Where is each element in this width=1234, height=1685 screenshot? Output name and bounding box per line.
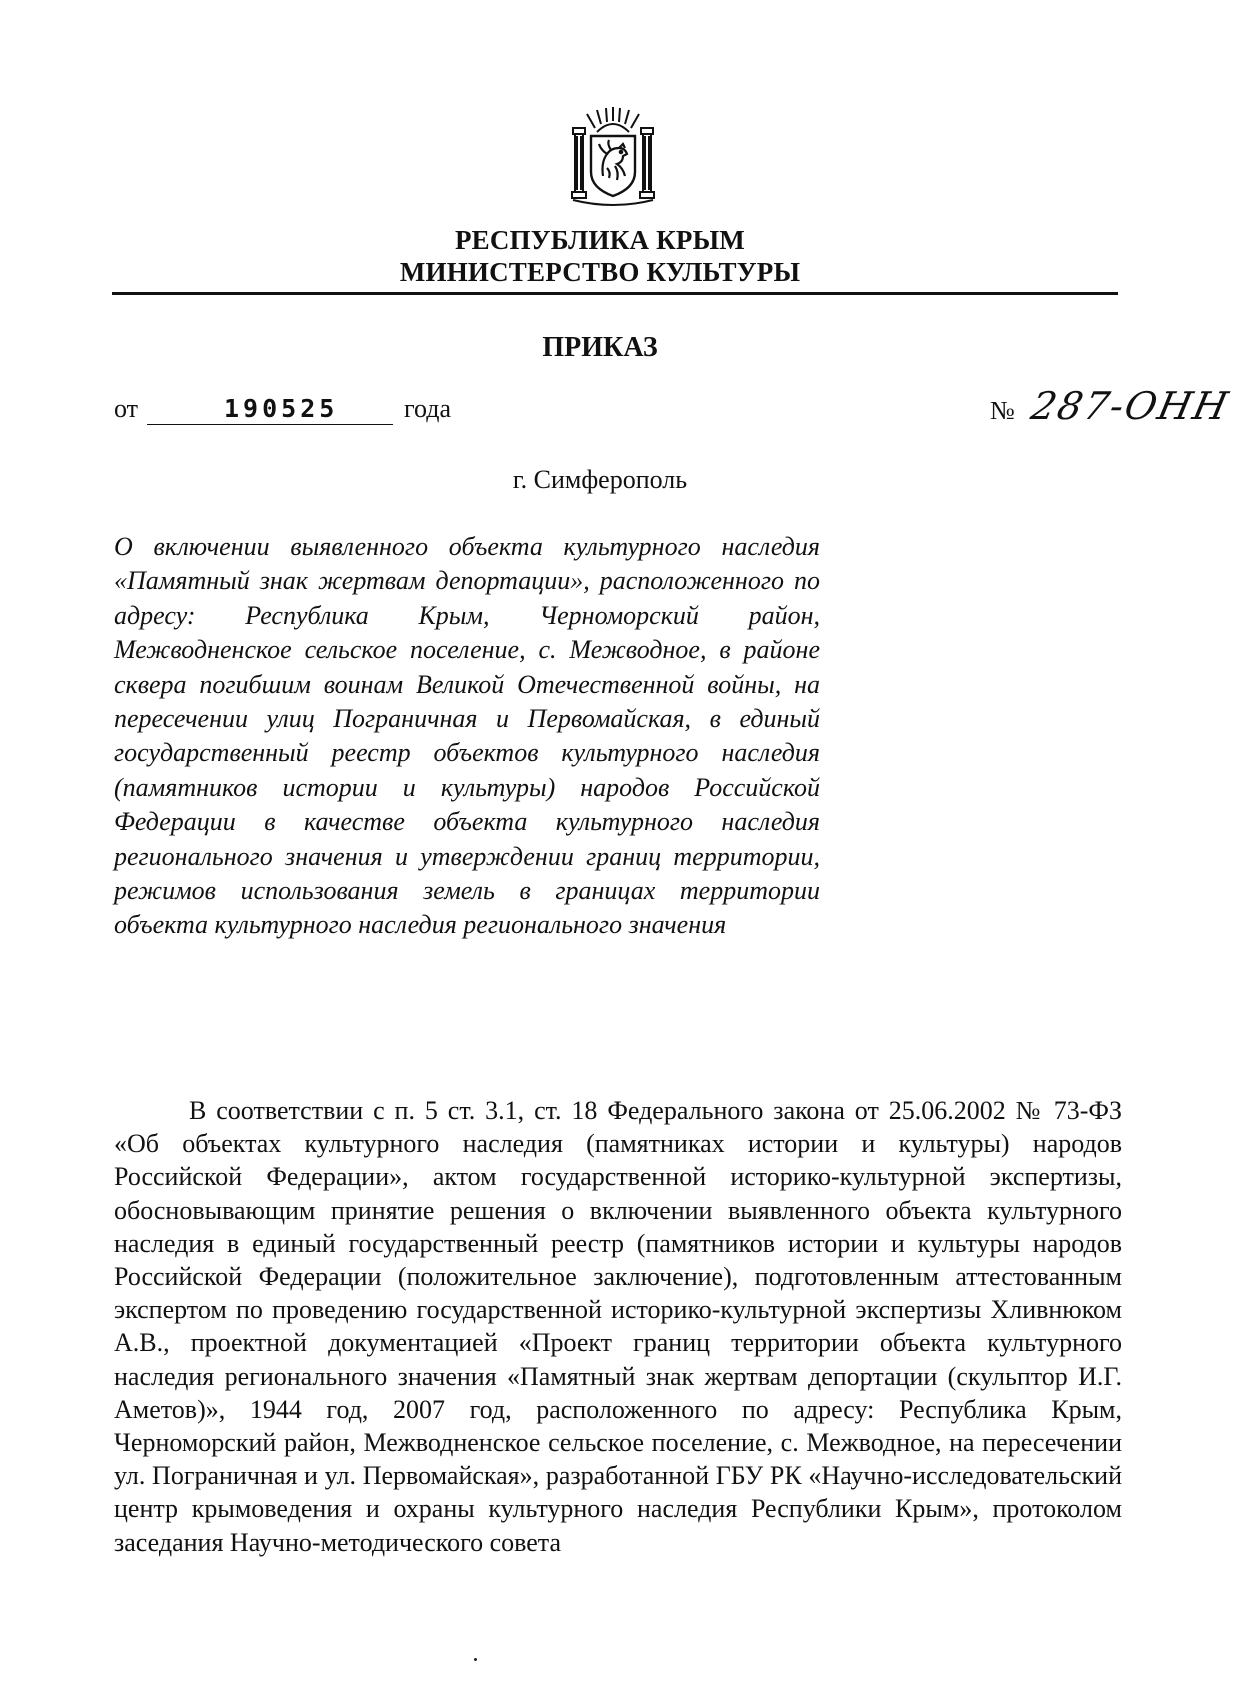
number-sign: № xyxy=(990,396,1015,425)
document-title: ПРИКАЗ xyxy=(542,332,658,363)
date-suffix: года xyxy=(404,394,452,423)
sun-rays-icon xyxy=(587,107,639,132)
right-column-icon xyxy=(640,128,654,198)
order-body-text: В соответствии с п. 5 ст. 3.1, ст. 18 Федерального закона от 25.06.2002 № 73-ФЗ «Об объектах культурного наследия (памятниках истории и культуры) народов Российской Федерации», актом государственной историко-культурной экспертизы, обосновывающим принятие решения о включении выявленного объекта культурного наследия в единый государственный реестр (памятников истории и культуры народов Российской Федерации (положительное заключение), подготовленным аттестованным экспертом по проведению государственной историко-культурной экспертизы Хливнюком А.В., проектной документацией «Проект границ территории объекта культурного наследия регионального значения «Памятный знак жертвам депортации (скульптор И.Г. Аметов)», 1944 год, 2007 год, расположенного по адресу: Республика Крым, Черноморский район, Межводненское сельское поселение, с. Межводное, на пересечении ул. Пограничная и ул. Первомайская», разработанной ГБУ РК «Научно-исследовательский центр крымоведения и охраны культурного наследия Республики Крым», протоколом заседания Научно-методического совета xyxy=(114,1096,1122,1557)
republic-heading: РЕСПУБЛИКА КРЫМ xyxy=(454,225,745,255)
date-underline xyxy=(147,424,393,425)
griffin-icon xyxy=(599,140,627,180)
ministry-heading: МИНИСТЕРСТВО КУЛЬТУРЫ xyxy=(399,257,801,287)
ribbon-icon xyxy=(573,200,653,205)
date-value: 190525 xyxy=(224,394,339,423)
date-prefix: от xyxy=(114,394,139,423)
city-line: г. Симферополь xyxy=(512,465,688,494)
order-subject: О включении выявленного объекта культурного наследия «Памятный знак жертвам депортации», расположенного по адресу: Республика Крым, Черноморский район, Межводненское сельское поселение, с. Межводное, в районе сквера погибшим воинам Великой Отечественной войны, на пересечении улиц Пограничная и Первомайская, в единый государственный реестр объектов культурного наследия (памятников истории и культуры) народов Российской Федерации в качестве объекта культурного наследия регионального значения и утверждении границ территории, режимов использования земель в границах территории объекта культурного наследия регионального значения xyxy=(114,532,820,940)
coat-of-arms-emblem xyxy=(567,106,659,208)
left-column-icon xyxy=(572,128,586,198)
header-divider xyxy=(112,292,1118,295)
shield-icon xyxy=(591,136,635,196)
scan-speck xyxy=(474,1658,477,1661)
number-value: 287-ОНН xyxy=(1027,384,1234,428)
